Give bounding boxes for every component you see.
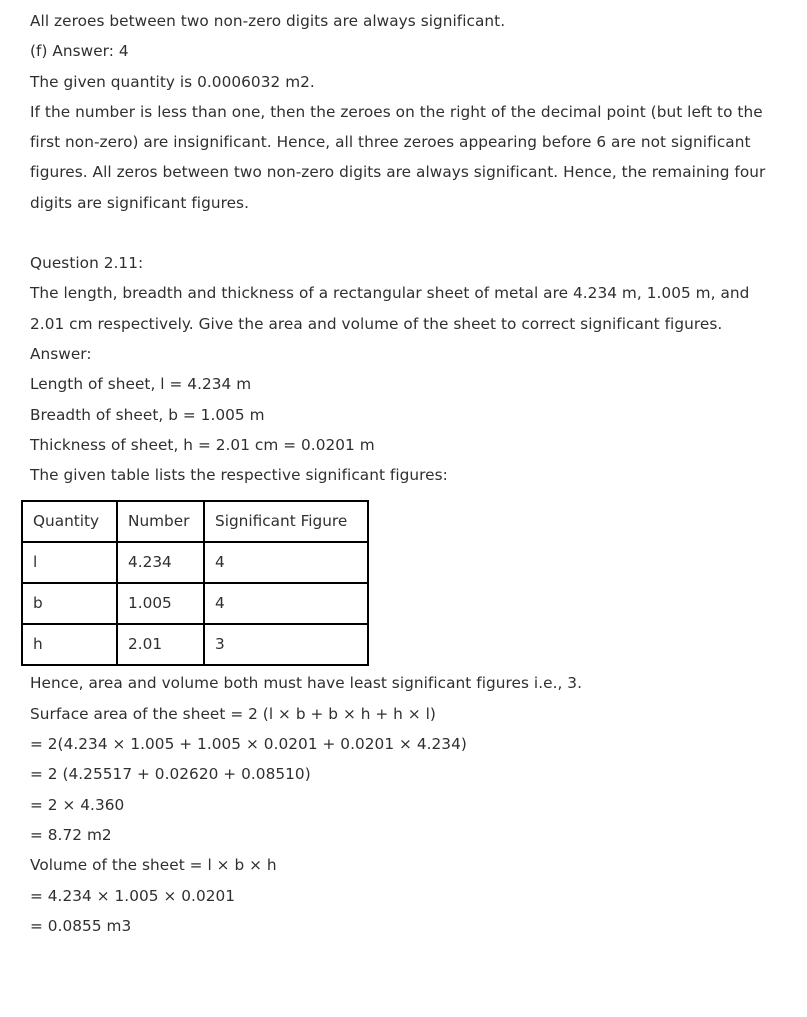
cell-significant-figure: 4 <box>204 542 368 583</box>
paragraph-gap <box>30 218 787 248</box>
significance-rule-line: All zeroes between two non-zero digits are always significant. <box>30 12 506 30</box>
cell-quantity: b <box>22 583 117 624</box>
cell-significant-figure: 3 <box>204 624 368 665</box>
question-text: The length, breadth and thickness of a rectangular sheet of metal are 4.234 m, 1.005 m, and 2.01 cm respectively. Give the area and volume of the sheet to correct significant figures. <box>30 284 750 333</box>
cell-significant-figure: 4 <box>204 583 368 624</box>
cell-quantity: h <box>22 624 117 665</box>
answer-label: Answer: <box>30 344 92 363</box>
table-row <box>22 624 368 665</box>
significant-figures-table <box>21 500 369 666</box>
significant-figures-table-wrapper <box>30 500 787 666</box>
thickness-of-sheet-line: Thickness of sheet, h = 2.01 cm = 0.0201 m <box>30 435 375 454</box>
cell-number: 1.005 <box>117 583 204 624</box>
surface-area-formula-line: Surface area of the sheet = 2 (l × b + b × h + h × l) <box>30 704 436 723</box>
cell-number: 2.01 <box>117 624 204 665</box>
surface-area-sum-line: = 2 (4.25517 + 0.02620 + 0.08510) <box>30 765 311 784</box>
given-quantity-line: The given quantity is 0.0006032 m2. <box>30 72 315 91</box>
question-heading: Question 2.11: <box>30 254 144 273</box>
least-significant-figures-line: Hence, area and volume both must have least significant figures i.e., 3. <box>30 674 583 693</box>
cell-number: 4.234 <box>117 542 204 583</box>
table-intro-line: The given table lists the respective significant figures: <box>30 466 448 485</box>
length-of-sheet-line: Length of sheet, l = 4.234 m <box>30 375 252 394</box>
table-header-row <box>22 501 368 542</box>
volume-result-line: = 0.0855 m3 <box>30 916 132 935</box>
volume-substitution-line: = 4.234 × 1.005 × 0.0201 <box>30 886 236 905</box>
table-header-quantity: Quantity <box>22 501 117 542</box>
surface-area-substitution-line: = 2(4.234 × 1.005 + 1.005 × 0.0201 + 0.0201 × 4.234) <box>30 735 467 754</box>
table-header-number: Number <box>117 501 204 542</box>
volume-formula-line: Volume of the sheet = l × b × h <box>30 856 277 875</box>
table-row <box>22 583 368 624</box>
table-header-significant-figure: Significant Figure <box>204 501 368 542</box>
table-row <box>22 542 368 583</box>
breadth-of-sheet-line: Breadth of sheet, b = 1.005 m <box>30 405 265 424</box>
cell-quantity: l <box>22 542 117 583</box>
surface-area-result-line: = 8.72 m2 <box>30 825 112 844</box>
explanation-paragraph: If the number is less than one, then the zeroes on the right of the decimal point (but left to the first non-zero) are insignificant. Hence, all three zeroes appearing before 6 are not significant figures. All zeros between two non-zero digits are always significant. Hence, the remaining four digits are significant figures. <box>30 102 766 212</box>
part-f-answer-line: (f) Answer: 4 <box>30 42 129 61</box>
surface-area-product-line: = 2 × 4.360 <box>30 795 125 814</box>
